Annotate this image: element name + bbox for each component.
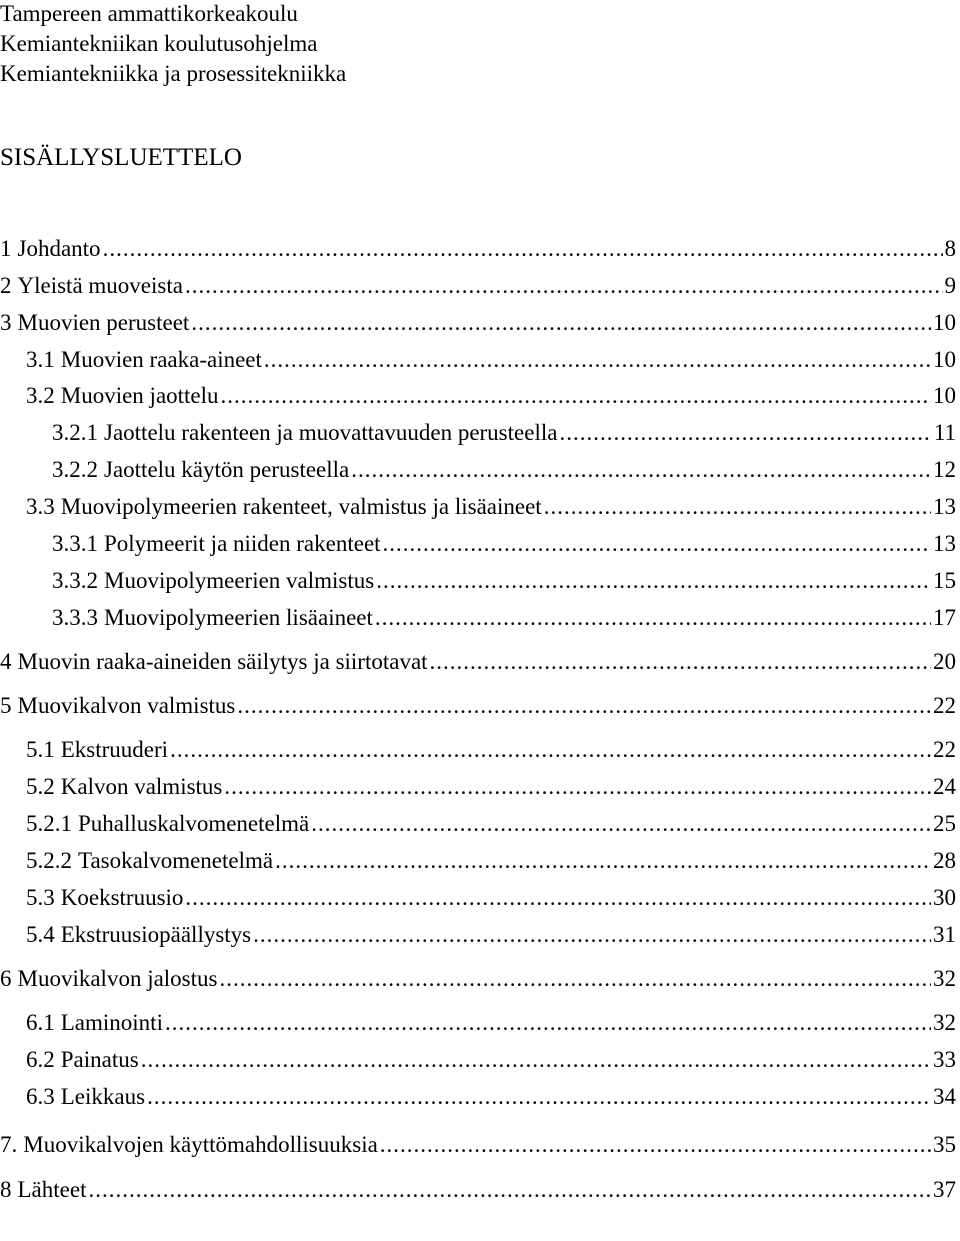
toc-entry-5-2-2[interactable] (26, 846, 956, 876)
toc-entry-label: Koekstruusio (60, 885, 184, 910)
toc-dot-leader (103, 234, 943, 264)
toc-entry-6-1[interactable] (26, 1008, 956, 1038)
toc-entry-label: Muovien jaottelu (60, 383, 219, 408)
toc-entry-number: 2 (0, 273, 12, 298)
degree-programme: Kemiantekniikan koulutusohjelma (0, 31, 318, 56)
toc-entry-label: Laminointi (60, 1010, 163, 1035)
toc-entry-label: Muovipolymeerien valmistus (104, 568, 375, 593)
toc-dot-leader (559, 418, 931, 448)
toc-entry-number: 7. (0, 1132, 18, 1157)
toc-entry-number: 6.2 (26, 1047, 55, 1072)
toc-entry-page: 20 (933, 649, 956, 674)
toc-entry-label: Muovien perusteet (17, 310, 190, 335)
toc-entry-5-3[interactable] (26, 883, 956, 913)
toc-entry-3-3-1[interactable] (52, 529, 956, 559)
toc-entry-number: 6 (0, 966, 12, 991)
toc-entry-number: 4 (0, 649, 12, 674)
toc-entry-page: 10 (933, 310, 956, 335)
toc-entry-6-3[interactable] (26, 1082, 956, 1112)
toc-dot-leader (88, 1175, 931, 1205)
toc-entry-number: 6.1 (26, 1010, 55, 1035)
toc-dot-leader (380, 1130, 931, 1160)
toc-entry-5-2-1[interactable] (26, 809, 956, 839)
toc-entry-label: Muovien raaka-aineet (60, 347, 262, 372)
toc-dot-leader (275, 846, 931, 876)
toc-entry-label: Puhalluskalvomenetelmä (78, 811, 310, 836)
toc-entry-1[interactable] (0, 234, 956, 264)
toc-entry-page: 34 (933, 1084, 956, 1109)
toc-dot-leader (170, 735, 931, 765)
toc-dot-leader (311, 809, 931, 839)
toc-entry-page: 22 (933, 737, 956, 762)
toc-entry-label: Tasokalvomenetelmä (78, 848, 274, 873)
toc-dot-leader (191, 308, 931, 338)
toc-entry-5-4[interactable] (26, 920, 956, 950)
toc-entry-label: Jaottelu käytön perusteella (104, 457, 350, 482)
specialisation: Kemiantekniikka ja prosessitekniikka (0, 61, 347, 86)
toc-entry-3-2-2[interactable] (52, 455, 956, 485)
toc-dot-leader (219, 964, 931, 994)
toc-entry-number: 3.3.2 (52, 568, 98, 593)
toc-entry-5-1[interactable] (26, 735, 956, 765)
toc-dot-leader (185, 883, 931, 913)
toc-entry-5[interactable] (0, 691, 956, 721)
toc-entry-page: 17 (933, 605, 956, 630)
toc-dot-leader (237, 691, 931, 721)
toc-entry-number: 5.1 (26, 737, 55, 762)
toc-entry-number: 8 (0, 1177, 12, 1202)
toc-entry-label: Leikkaus (60, 1084, 146, 1109)
toc-entry-3-2-1[interactable] (52, 418, 956, 448)
toc-entry-number: 3.2.1 (52, 420, 98, 445)
toc-entry-label: Lähteet (17, 1177, 87, 1202)
toc-entry-page: 12 (933, 457, 956, 482)
toc-entry-page: 10 (933, 383, 956, 408)
toc-entry-3[interactable] (0, 308, 956, 338)
toc-entry-page: 10 (933, 347, 956, 372)
toc-entry-number: 3 (0, 310, 12, 335)
toc-entry-label: Jaottelu rakenteen ja muovattavuuden perusteella (104, 420, 558, 445)
toc-dot-leader (375, 603, 931, 633)
toc-entry-label: Yleistä muoveista (17, 273, 183, 298)
toc-entry-page: 33 (933, 1047, 956, 1072)
toc-entry-number: 5.3 (26, 885, 55, 910)
toc-entry-page: 24 (933, 774, 956, 799)
toc-entry-page: 28 (933, 848, 956, 873)
toc-entry-label: Painatus (60, 1047, 139, 1072)
toc-dot-leader (141, 1045, 931, 1075)
toc-entry-page: 35 (933, 1132, 956, 1157)
toc-entry-label: Polymeerit ja niiden rakenteet (104, 531, 381, 556)
toc-entry-number: 5.2.2 (26, 848, 72, 873)
toc-entry-number: 3.2 (26, 383, 55, 408)
toc-entry-page: 30 (933, 885, 956, 910)
toc-dot-leader (430, 647, 931, 677)
toc-title: SISÄLLYSLUETTELO (0, 144, 242, 171)
toc-entry-number: 1 (0, 236, 12, 261)
toc-entry-number: 5 (0, 693, 12, 718)
toc-entry-page: 13 (933, 494, 956, 519)
toc-dot-leader (147, 1082, 931, 1112)
toc-dot-leader (224, 772, 931, 802)
toc-dot-leader (185, 271, 943, 301)
toc-entry-label: Johdanto (17, 236, 101, 261)
toc-entry-3-2[interactable] (26, 381, 956, 411)
toc-entry-3-1[interactable] (26, 345, 956, 375)
toc-dot-leader (264, 345, 931, 375)
toc-entry-label: Ekstruusiopäällystys (60, 922, 252, 947)
toc-entry-page: 22 (933, 693, 956, 718)
toc-entry-number: 3.2.2 (52, 457, 98, 482)
toc-entry-page: 9 (944, 273, 956, 298)
toc-entry-label: Muovikalvon valmistus (17, 693, 236, 718)
toc-entry-label: Muovin raaka-aineiden säilytys ja siirtotavat (17, 649, 428, 674)
toc-entry-label: Kalvon valmistus (60, 774, 223, 799)
toc-entry-label: Muovipolymeerien lisäaineet (104, 605, 373, 630)
toc-entry-7[interactable] (0, 1130, 956, 1160)
institution-name: Tampereen ammattikorkeakoulu (0, 1, 298, 26)
toc-entry-5-2[interactable] (26, 772, 956, 802)
toc-entry-label: Muovikalvon jalostus (17, 966, 218, 991)
toc-dot-leader (544, 492, 931, 522)
toc-dot-leader (221, 381, 931, 411)
toc-entry-number: 3.1 (26, 347, 55, 372)
toc-entry-8[interactable] (0, 1175, 956, 1205)
toc-entry-number: 3.3.3 (52, 605, 98, 630)
toc-entry-6-2[interactable] (26, 1045, 956, 1075)
toc-entry-number: 5.2.1 (26, 811, 72, 836)
toc-entry-6[interactable] (0, 964, 956, 994)
toc-entry-4[interactable] (0, 647, 956, 677)
toc-dot-leader (376, 566, 931, 596)
toc-entry-2[interactable] (0, 271, 956, 301)
toc-entry-page: 13 (933, 531, 956, 556)
toc-entry-page: 8 (944, 236, 956, 261)
toc-entry-label: Muovikalvojen käyttömahdollisuuksia (23, 1132, 378, 1157)
toc-entry-number: 5.2 (26, 774, 55, 799)
toc-entry-number: 3.3 (26, 494, 55, 519)
toc-entry-page: 31 (933, 922, 956, 947)
toc-entry-page: 32 (933, 1010, 956, 1035)
toc-entry-number: 3.3.1 (52, 531, 98, 556)
toc-entry-3-3-3[interactable] (52, 603, 956, 633)
toc-entry-page: 37 (933, 1177, 956, 1202)
toc-entry-page: 32 (933, 966, 956, 991)
toc-entry-page: 25 (933, 811, 956, 836)
toc-entry-label: Ekstruuderi (60, 737, 169, 762)
toc-entry-page: 15 (933, 568, 956, 593)
toc-entry-number: 6.3 (26, 1084, 55, 1109)
toc-dot-leader (351, 455, 931, 485)
toc-entry-3-3-2[interactable] (52, 566, 956, 596)
toc-entry-3-3[interactable] (26, 492, 956, 522)
toc-entry-number: 5.4 (26, 922, 55, 947)
toc-dot-leader (165, 1008, 931, 1038)
toc-dot-leader (253, 920, 931, 950)
toc-dot-leader (383, 529, 931, 559)
toc-entry-label: Muovipolymeerien rakenteet, valmistus ja lisäaineet (60, 494, 542, 519)
toc-entry-page: 11 (933, 420, 956, 445)
